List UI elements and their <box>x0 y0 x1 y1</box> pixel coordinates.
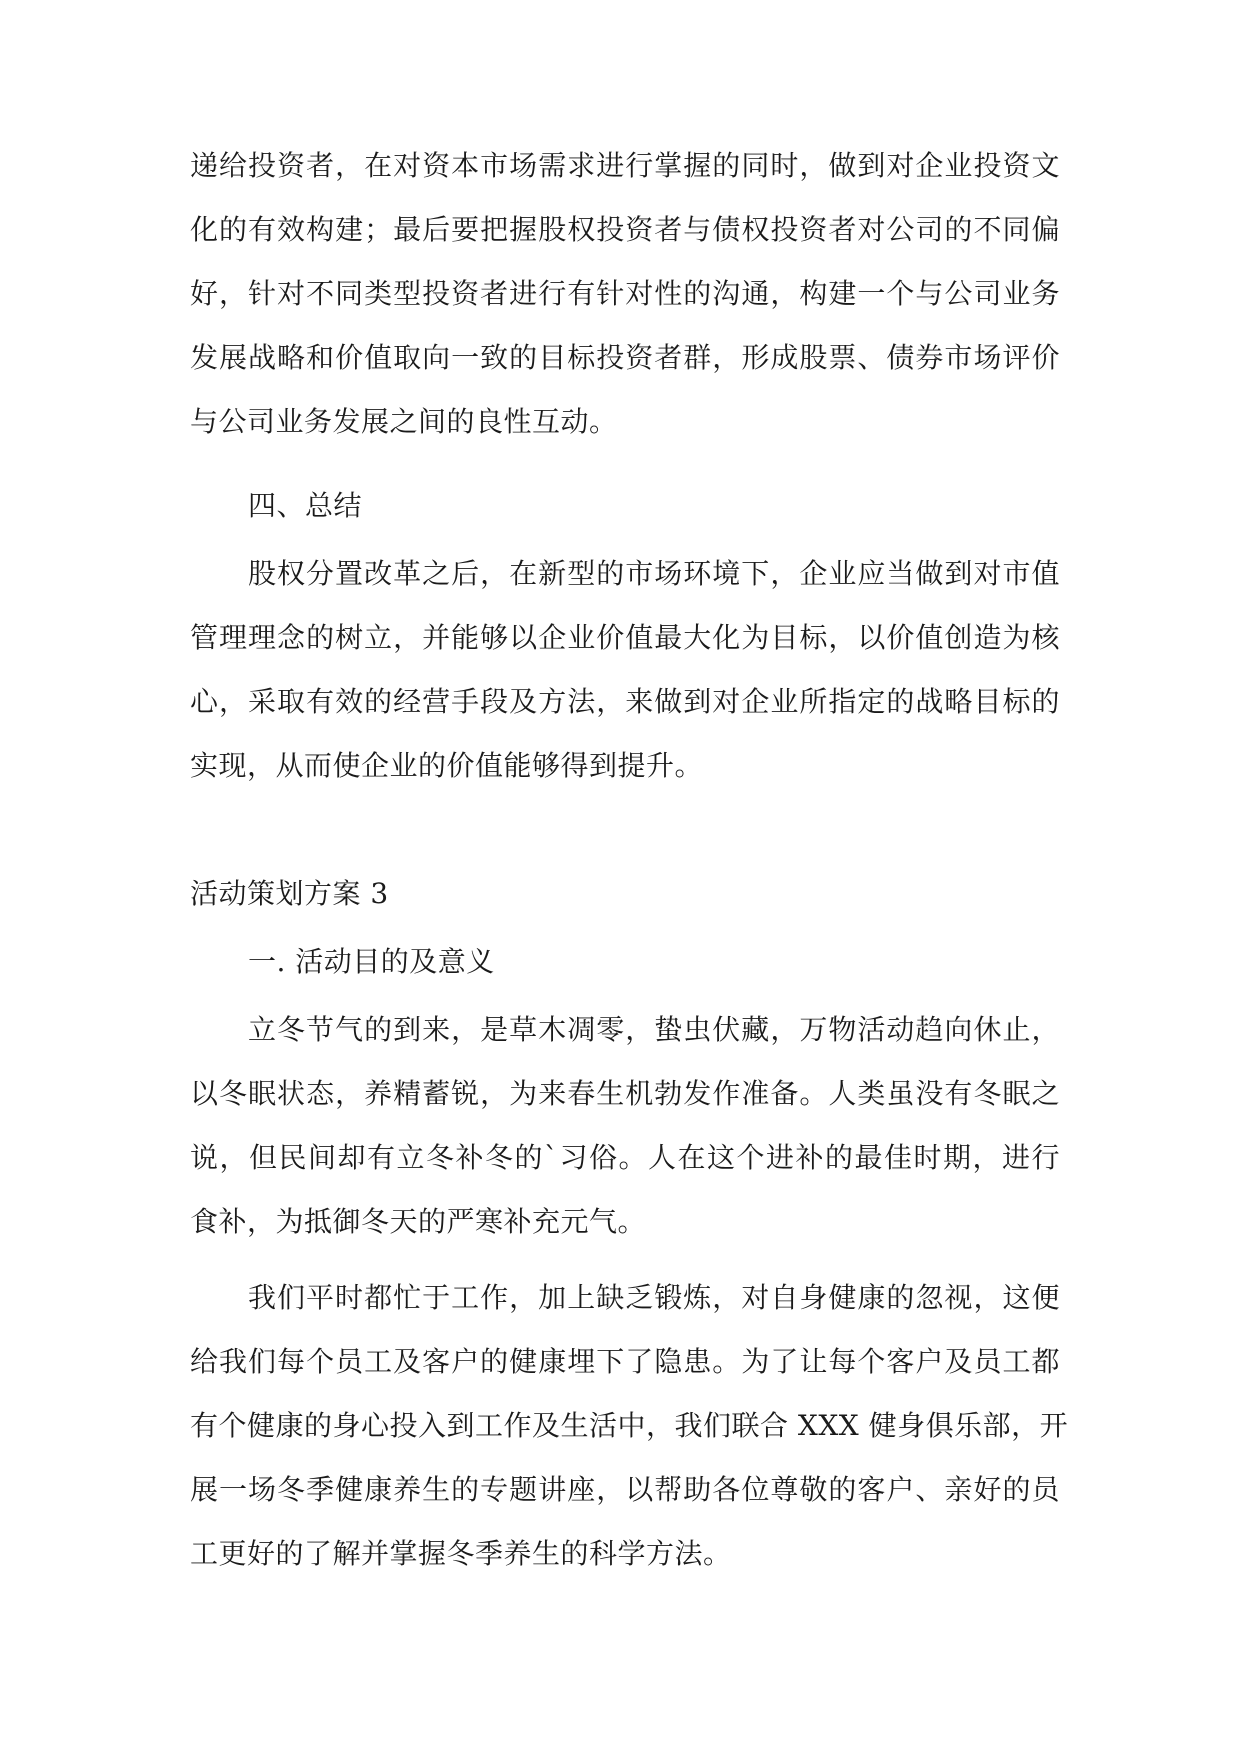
section-four-heading-block <box>190 474 1060 538</box>
paragraph-line: 我们平时都忙于工作，加上缺乏锻炼，对自身健康的忽视，这便 <box>248 1281 1060 1314</box>
section-heading: 四、总结 <box>248 489 363 522</box>
plan-three-subheading-block <box>190 930 1060 994</box>
section-four-paragraph <box>190 542 1060 798</box>
paragraph-line: 化的有效构建；最后要把握股权投资者与债权投资者对公司的不同偏 <box>190 213 1060 246</box>
paragraph-line: 股权分置改革之后，在新型的市场环境下，企业应当做到对市值 <box>248 557 1060 590</box>
document-title: 活动策划方案 3 <box>190 877 389 910</box>
paragraph-line: 食补，为抵御冬天的严寒补充元气。 <box>190 1205 647 1238</box>
paragraph-line: 有个健康的身心投入到工作及生活中，我们联合 XXX 健身俱乐部，开 <box>190 1409 1069 1442</box>
paragraph-line: 好，针对不同类型投资者进行有针对性的沟通，构建一个与公司业务 <box>190 277 1060 310</box>
paragraph-line: 实现，从而使企业的价值能够得到提升。 <box>190 749 704 782</box>
paragraph-line: 以冬眠状态，养精蓄锐，为来春生机勃发作准备。人类虽没有冬眠之 <box>190 1077 1060 1110</box>
plan-three-paragraph-1 <box>190 998 1060 1254</box>
continuation-paragraph <box>190 134 1060 454</box>
paragraph-line: 与公司业务发展之间的良性互动。 <box>190 405 618 438</box>
paragraph-line: 心，采取有效的经营手段及方法，来做到对企业所指定的战略目标的 <box>190 685 1060 718</box>
paragraph-line: 展一场冬季健康养生的专题讲座，以帮助各位尊敬的客户、亲好的员 <box>190 1473 1060 1506</box>
section-heading: 一. 活动目的及意义 <box>248 945 495 978</box>
paragraph-line: 发展战略和价值取向一致的目标投资者群，形成股票、债券市场评价 <box>190 341 1060 374</box>
paragraph-line: 工更好的了解并掌握冬季养生的科学方法。 <box>190 1537 732 1570</box>
paragraph-line: 立冬节气的到来，是草木凋零，蛰虫伏藏，万物活动趋向休止， <box>248 1013 1060 1046</box>
plan-three-title-block <box>190 862 1060 926</box>
paragraph-line: 递给投资者，在对资本市场需求进行掌握的同时，做到对企业投资文 <box>190 149 1060 182</box>
paragraph-line: 给我们每个员工及客户的健康埋下了隐患。为了让每个客户及员工都 <box>190 1345 1060 1378</box>
paragraph-line: 说，但民间却有立冬补冬的`习俗。人在这个进补的最佳时期，进行 <box>190 1141 1060 1174</box>
plan-three-paragraph-2 <box>190 1266 1069 1586</box>
paragraph-line: 管理理念的树立，并能够以企业价值最大化为目标，以价值创造为核 <box>190 621 1060 654</box>
